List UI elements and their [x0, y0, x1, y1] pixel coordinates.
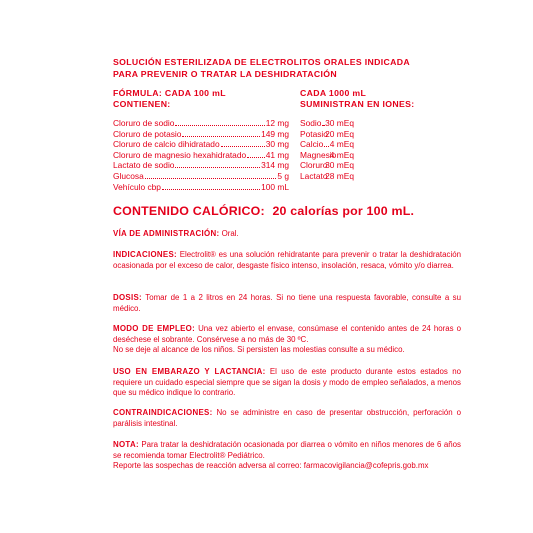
embarazo-title: USO EN EMBARAZO Y LACTANCIA: [113, 367, 266, 376]
section-dosis [113, 293, 461, 314]
ion-row-value: 20 mEq [325, 128, 354, 139]
header-line-2: PARA PREVENIR O TRATAR LA DESHIDRATACIÓN [113, 69, 337, 79]
nota-title: NOTA: [113, 440, 139, 449]
formula-row [113, 182, 289, 192]
formula-row-label: Cloruro de sodio [113, 118, 175, 128]
formula-row-value: 5 g [277, 171, 289, 181]
embarazo-text: El uso de este producto durante estos estados no requiere un cuidado especial siempre que se sigan la dosis y modo de empleo señalados, a menos que su médico indique lo contrario. [113, 367, 461, 398]
contraindicaciones-text: No se administre en caso de presentar obstrucción, perforación o parálisis intestinal. [113, 408, 461, 428]
via-title: VÍA DE ADMINISTRACIÓN: [113, 229, 220, 238]
nota-text: Para tratar la deshidratación ocasionada por diarrea o vómito en niños menores de 6 años se recomienda tomar Electrolit® Pediátrico. [113, 440, 461, 460]
formula-row [113, 160, 289, 170]
formula-row [113, 150, 289, 160]
nota-extra-text: Reporte las sospechas de reacción adversa al correo: farmacovigilancia@cofepris.gob.mx [113, 461, 429, 471]
formula-row [113, 139, 289, 149]
formula-row-label: Lactato de sodio [113, 160, 175, 171]
formula-row-value: 100 mL [261, 181, 289, 192]
section-nota [113, 440, 461, 472]
modo-title: MODO DE EMPLEO: [113, 324, 196, 333]
formula-row-value: 12 mg [265, 118, 289, 128]
ion-row-leader [324, 146, 329, 147]
dosis-text: Tomar de 1 a 2 litros en 24 horas. Si no tiene una respuesta favorable, consulte a su médico. [113, 293, 461, 313]
ion-row-value: 4 mEq [329, 139, 354, 150]
ion-row-label: Calcio [300, 139, 324, 150]
indicaciones-title: INDICACIONES: [113, 250, 177, 259]
formula-row-leader [175, 167, 260, 168]
formula-row [113, 171, 289, 181]
formula-row-value: 314 mg [261, 160, 289, 171]
section-modo [113, 324, 461, 356]
formula-row-leader [221, 146, 265, 147]
contraindicaciones-title: CONTRAINDICACIONES: [113, 408, 213, 417]
via-text: Oral. [219, 229, 239, 238]
formula-row-value: 149 mg [261, 128, 289, 139]
modo-extra-text: No se deje al alcance de los niños. Si persisten las molestias consulte a su médico. [113, 345, 405, 355]
formula-title-line-1: FÓRMULA: CADA 100 mL [113, 88, 226, 98]
ion-row-value: 30 mEq [325, 160, 354, 171]
formula-row-label: Cloruro de magnesio hexahidratado [113, 149, 247, 160]
ions-heading [300, 88, 415, 110]
formula-title-line-2: CONTIENEN: [113, 99, 171, 109]
ion-row-label: Cloruro [300, 160, 328, 171]
ion-row-label: Potasio [300, 128, 328, 139]
ion-row [300, 129, 354, 139]
ion-row-label: Lactato [300, 171, 328, 181]
product-header [113, 56, 453, 80]
formula-row-label: Vehículo cbp [113, 181, 161, 192]
ion-row-label: Sodio [300, 118, 322, 128]
formula-row [113, 118, 289, 128]
formula-row-leader [175, 125, 265, 126]
formula-row-leader [247, 157, 265, 158]
ion-row [300, 139, 354, 149]
ion-row [300, 171, 354, 181]
ion-row-value: 4 mEq [329, 149, 354, 160]
dosis-title: DOSIS: [113, 293, 142, 302]
ion-row [300, 150, 354, 160]
formula-row-label: Cloruro de calcio dihidratado [113, 139, 220, 150]
modo-text: Una vez abierto el envase, consúmase el contenido antes de 24 horas o deséchese el sobrante. Consérvese a no más de 30 ºC. [113, 324, 461, 344]
ions-title-line-2: SUMINISTRAN EN IONES: [300, 99, 415, 109]
ions-title-line-1: CADA 1000 mL [300, 88, 367, 98]
section-via [113, 229, 461, 240]
ion-row-label: Magnesio [300, 149, 337, 160]
ion-row [300, 118, 354, 128]
caloric-content [113, 204, 414, 218]
section-contraindicaciones [113, 408, 461, 429]
ion-row-value: 30 mEq [325, 118, 354, 128]
section-indicaciones [113, 250, 461, 271]
ion-row-value: 28 mEq [325, 171, 354, 181]
formula-row [113, 129, 289, 139]
header-line-1: SOLUCIÓN ESTERILIZADA DE ELECTROLITOS ORALES INDICADA [113, 57, 411, 67]
formula-heading [113, 88, 226, 110]
formula-row-leader [145, 178, 276, 179]
formula-row-value: 41 mg [265, 149, 289, 160]
formula-row-leader [182, 136, 260, 137]
formula-row-label: Glucosa [113, 171, 144, 181]
formula-row-value: 30 mg [265, 139, 289, 150]
formula-row-leader [162, 189, 260, 190]
formula-row-label: Cloruro de potasio [113, 128, 182, 139]
indicaciones-text: Electrolit® es una solución rehidratante para prevenir o tratar la deshidratación ocasionada por el exceso de calor, desgaste físico intenso, insolación, resaca, vómito y/o diarrea. [113, 250, 461, 270]
section-embarazo [113, 367, 461, 399]
caloric-label: CONTENIDO CALÓRICO: [113, 204, 265, 218]
ion-row-leader [322, 125, 324, 126]
ion-row [300, 160, 354, 170]
caloric-value: 20 calorías por 100 mL. [272, 204, 415, 218]
